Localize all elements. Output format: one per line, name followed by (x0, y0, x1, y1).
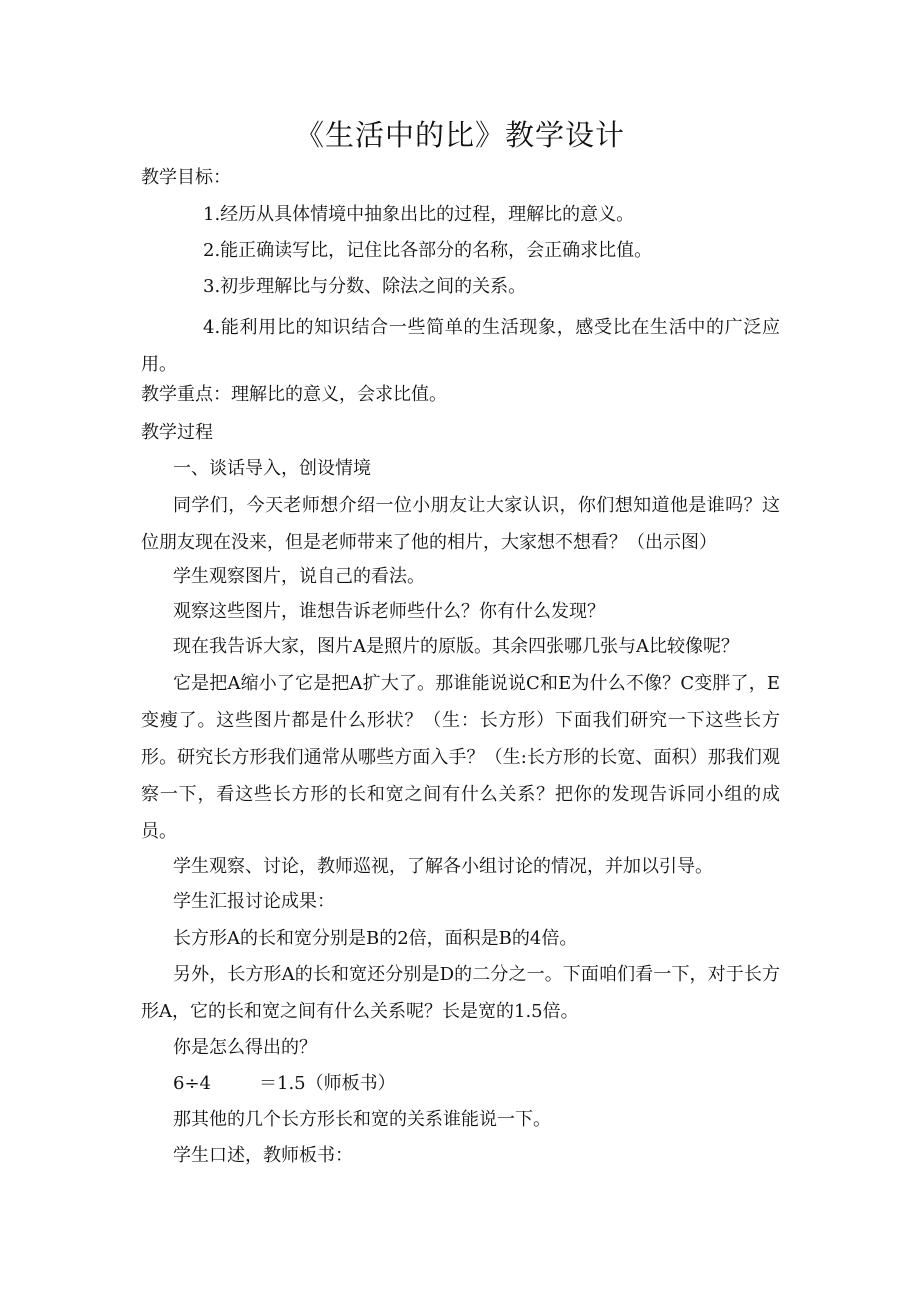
paragraph-observe: 学生观察图片，说自己的看法。 (173, 566, 425, 587)
paragraph-report: 学生汇报讨论成果： (173, 891, 335, 912)
paragraph-original: 现在我告诉大家，图片A是照片的原版。其余四张哪几张与A比较像呢？ (173, 636, 739, 657)
objective-item-4: 4.能利用比的知识结合一些简单的生活现象，感受比在生活中的广泛应用。 (141, 317, 780, 375)
paragraph-discussion: 它是把A缩小了它是把A扩大了。那谁能说说C和E为什么不像？C变胖了，E变瘦了。这些图片都是什么形状？（生：长方形）下面我们研究一下这些长方形。研究长方形我们通常从哪些方面入手？（生:长方形的长宽、面积）那我们观察一下，看这些长方形的长和宽之间有什么关系？把你的发现告诉同小组的成员。 (141, 673, 780, 842)
objective-item-1: 1.经历从具体情境中抽象出比的过程，理解比的意义。 (203, 204, 635, 225)
formula-right: ＝1.5（师板书） (259, 1073, 396, 1094)
objective-item-3: 3.初步理解比与分数、除法之间的关系。 (203, 276, 527, 297)
paragraph-rect-a: 长方形A的长和宽分别是B的2倍，面积是B的4倍。 (173, 928, 578, 949)
paragraph-board: 学生口述，教师板书： (173, 1145, 353, 1166)
paragraph-intro: 同学们，今天老师想介绍一位小朋友让大家认识，你们想知道他是谁吗？这位朋友现在没来，但是老师带来了他的相片，大家想不想看？（出示图） (141, 495, 780, 553)
objectives-heading: 教学目标： (141, 167, 231, 188)
document-title: 《生活中的比》教学设计 (294, 118, 625, 152)
paragraph-ratio: 另外，长方形A的长和宽还分别是D的二分之一。下面咱们看一下，对于长方形A，它的长和宽之间有什么关系呢？长是宽的1.5倍。 (141, 964, 780, 1022)
objective-item-2: 2.能正确读写比，记住比各部分的名称，会正确求比值。 (203, 240, 653, 261)
paragraph-others: 那其他的几个长方形长和宽的关系谁能说一下。 (173, 1109, 551, 1130)
section-heading: 一、谈话导入，创设情境 (173, 458, 371, 479)
key-point: 教学重点：理解比的意义，会求比值。 (141, 384, 447, 405)
process-heading: 教学过程 (141, 422, 213, 443)
paragraph-how: 你是怎么得出的？ (173, 1037, 317, 1058)
formula-left: 6÷4 (173, 1073, 211, 1094)
paragraph-question: 观察这些图片，谁想告诉老师些什么？你有什么发现？ (173, 601, 605, 622)
paragraph-student-discuss: 学生观察、讨论，教师巡视，了解各小组讨论的情况，并加以引导。 (173, 856, 713, 877)
